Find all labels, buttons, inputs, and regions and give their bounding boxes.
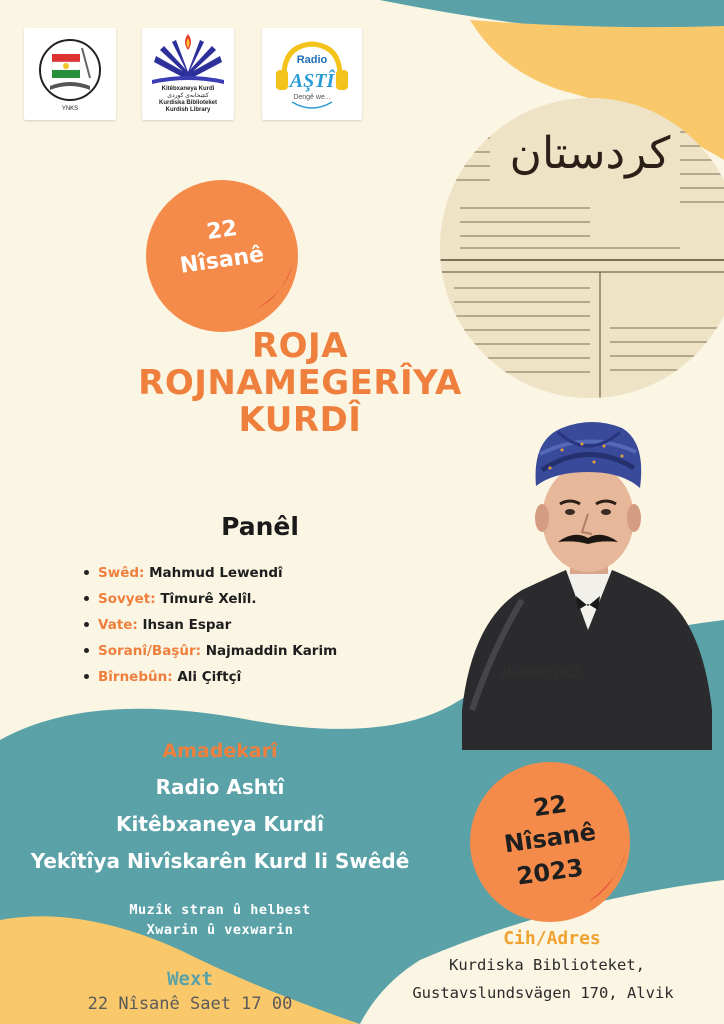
panel-list bbox=[84, 560, 337, 690]
panel-role: Sovyet: bbox=[98, 591, 156, 607]
title-line-2: ROJNAMEGERÎYA bbox=[138, 363, 462, 403]
address-heading: Cih/Adres bbox=[503, 928, 601, 949]
ynks-caption: YNKS bbox=[61, 106, 79, 112]
organizer-3: Yekîtîya Nivîskarên Kurd li Swêdê bbox=[30, 849, 410, 873]
bullet-icon bbox=[84, 622, 89, 627]
title-line-1: ROJA bbox=[251, 326, 349, 366]
bullet-icon bbox=[84, 596, 89, 601]
badge-bottom-month: Nîsanê bbox=[502, 817, 598, 859]
bullet-icon bbox=[84, 570, 89, 575]
panel-item bbox=[84, 560, 337, 586]
time-heading: Wext bbox=[167, 968, 213, 990]
organizers-heading: Amadekarî bbox=[162, 740, 278, 762]
library-logo bbox=[142, 28, 234, 120]
bullet-icon bbox=[84, 674, 89, 679]
badge-bottom-day: 22 bbox=[531, 789, 569, 823]
organizer-1: Radio Ashtî bbox=[155, 775, 285, 799]
portrait-signature: Heqman 2023 bbox=[502, 666, 581, 679]
bullet-icon bbox=[84, 648, 89, 653]
panel-role: Swêd: bbox=[98, 565, 145, 581]
panel-item bbox=[84, 638, 337, 664]
date-badge-bottom bbox=[470, 762, 630, 922]
newspaper-image bbox=[440, 98, 724, 398]
panel-name: Tîmurê Xelîl. bbox=[160, 591, 257, 607]
panel-role: Bîrnebûn: bbox=[98, 669, 173, 685]
panel-role: Vate: bbox=[98, 617, 138, 633]
panel-name: Mahmud Lewendî bbox=[149, 565, 283, 581]
portrait-image bbox=[462, 410, 712, 750]
badge-bottom-year: 2023 bbox=[514, 853, 586, 891]
panel-item bbox=[84, 664, 337, 690]
badge-top-day: 22 bbox=[205, 215, 239, 246]
panel-name: Ali Çiftçî bbox=[177, 669, 242, 685]
radio-name: AŞTÎ bbox=[289, 70, 335, 92]
panel-item bbox=[84, 612, 337, 638]
library-caption-2: کتێبخانەی کوردی bbox=[167, 93, 209, 99]
panel-name: Najmaddin Karim bbox=[205, 643, 338, 659]
newspaper-masthead: کردستان bbox=[509, 128, 671, 179]
panel-role: Soranî/Başûr: bbox=[98, 643, 202, 659]
organizer-2: Kitêbxaneya Kurdî bbox=[116, 812, 324, 836]
radio-logo bbox=[262, 28, 362, 120]
date-badge-top bbox=[146, 180, 298, 332]
panel-item bbox=[84, 586, 337, 612]
library-caption-3: Kurdiska Biblioteket bbox=[158, 100, 217, 106]
library-caption-4: Kurdish Library bbox=[165, 107, 211, 113]
library-caption-1: Kitêbxaneya Kurdî bbox=[161, 86, 215, 92]
event-title bbox=[120, 328, 480, 439]
time-value: 22 Nîsanê Saet 17 00 bbox=[87, 994, 293, 1014]
badge-top-month: Nîsanê bbox=[178, 242, 266, 279]
portrait-man-turban-icon bbox=[462, 410, 712, 750]
panel-heading: Panêl bbox=[221, 512, 299, 541]
open-book-flame-icon bbox=[142, 28, 234, 88]
panel-name: Ihsan Espar bbox=[142, 617, 232, 633]
address-line-2: Gustavslundsvägen 170, Alvik bbox=[412, 984, 674, 1002]
title-line-3: KURDÎ bbox=[238, 400, 362, 440]
address-line-1: Kurdiska Biblioteket, bbox=[449, 956, 645, 974]
extras-line-2: Xwarin û vexwarin bbox=[146, 922, 294, 938]
radio-top-label: Radio bbox=[296, 54, 328, 66]
ynks-logo bbox=[24, 28, 116, 120]
extras-line-1: Muzîk stran û helbest bbox=[129, 902, 311, 918]
radio-tagline: Dengê we... bbox=[293, 94, 331, 101]
